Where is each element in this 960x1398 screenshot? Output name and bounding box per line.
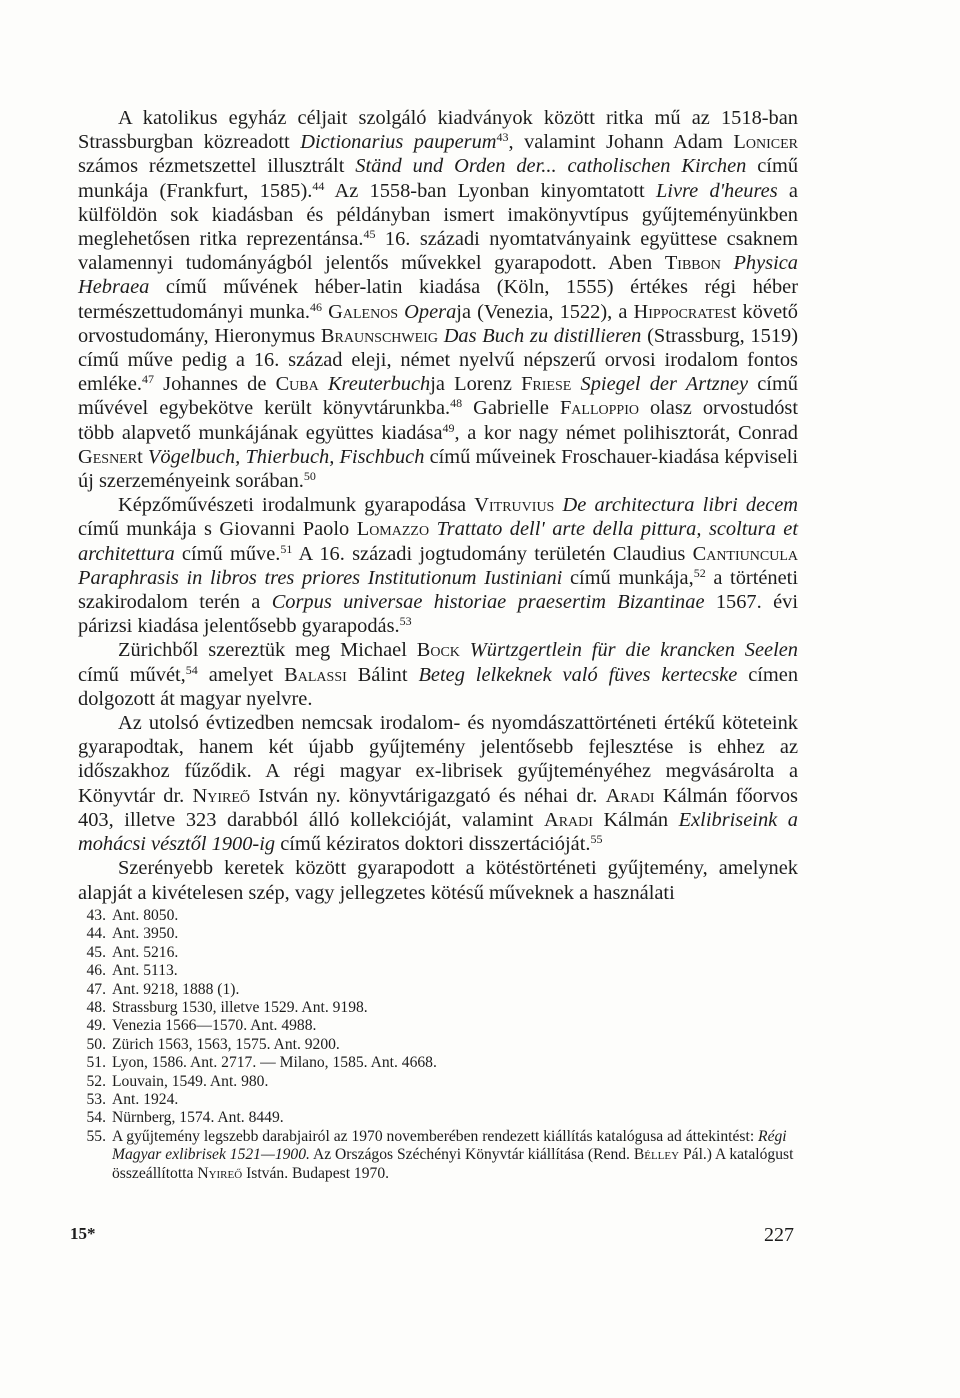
text-run: a külföldön sok kiadásban és példányban ismert imakönyvtípus gyűjteményünkben meglehetősen ritka reprezentánsa. [78,179,798,251]
author-name: Cantiuncula [692,542,798,565]
title-text: Ständ und Orden der... catholischen Kirchen [355,155,747,178]
footnote-ref: 51 [280,541,293,556]
footnote-ref: 45 [363,227,376,242]
text-run: István ny. könyvtárigazgató és néhai dr. [250,784,606,807]
text-run: Ant. 3950. [112,925,179,943]
title-text: Régi Magyar exlibrisek 1521—1900. [112,1127,787,1164]
text-run: amelyet [197,663,285,686]
text-run [429,518,437,540]
footnotes [78,907,798,1183]
text-run [721,252,734,274]
text-run: A gyűjtemény legszebb darabjairól az 1970 novemberében rendezett kiállítás katalógusa ad áttekintést: [112,1127,759,1145]
footnote-ref: 47 [141,372,154,387]
title-text: Würtzgertlein für die krancken Seelen [469,639,798,662]
footnote-text [112,962,798,980]
text-run: Bálint [346,663,419,686]
text-run: című kéziratos doktori disszertációját. [275,833,591,856]
text-run [571,373,580,395]
author-name: Friese [521,373,572,396]
text-run: A 16. századi jogtudomány területén Claudius [292,542,693,565]
footnote-text [112,925,798,943]
footnote-text [112,1109,798,1127]
footnote-ref: 46 [310,299,323,314]
title-text: Beteg lelkeknek való füves kertecske [418,663,738,686]
text-run: Lyon, 1586. Ant. 2717. — Milano, 1585. Ant. 4668. [112,1054,437,1072]
author-name: Falloppio [559,397,639,420]
text-run: Nürnberg, 1574. Ant. 8449. [112,1109,284,1127]
page-number: 227 [764,1224,794,1246]
footnote [78,1036,798,1054]
title-text: Livre d'heures [655,179,778,202]
footnote-number: 44. [86,925,106,943]
footnote-number: 49. [86,1017,106,1035]
text-run: című munkája s Giovanni Paolo [78,518,357,541]
title-text: Kreuterbuch [327,373,431,396]
footnote-ref: 54 [185,662,198,677]
title-text: Paraphrasis in libros tres priores Institutionum Iustiniani [78,566,563,589]
text-run: Venezia 1566—1570. Ant. 4988. [112,1017,317,1035]
footnote-text [112,1054,798,1072]
text-run: című munkája, [562,566,694,589]
footnote-text [112,1017,798,1035]
title-text: Corpus universae historiae praesertim Bizantinae [271,591,705,614]
footnote-number: 48. [86,999,106,1017]
text-run: Gabrielle [462,397,560,420]
text-run: István. Budapest 1970. [242,1164,390,1182]
text-run [554,494,562,516]
footnote [78,1091,798,1109]
author-name: Nyireő [192,784,251,807]
paragraph [78,711,798,856]
author-name: Balassi [284,663,347,686]
text-run: t [137,445,148,468]
footnote-ref: 43 [496,130,509,145]
signature-mark: 15* [70,1224,96,1243]
author-name: Lonicer [733,131,798,154]
text-run: Az Országos Széchényi Könyvtár kiállítása (Rend. [309,1146,634,1164]
text-run: számos rézmetszettel illusztrált [78,155,356,178]
footnote-ref: 44 [312,178,325,193]
title-text: De architectura libri decem [562,494,799,517]
footnote-text [112,1091,798,1109]
footnote-text [112,1128,798,1183]
text-run: Strassburg 1530, illetve 1529. Ant. 9198. [112,999,368,1017]
text-run [460,639,470,661]
footnote [78,944,798,962]
text-run: Az 1558-ban Lyonban kinyomtatott [324,179,656,202]
footnote-number: 45. [86,943,106,961]
text-run: A katolikus egyház céljait szolgáló kiadványok között ritka mű az 1518-ban Strassburgban közreadott [78,107,798,154]
footnote-number: 50. [86,1035,106,1053]
author-name: Bélley [633,1146,680,1164]
footnote [78,907,798,925]
text-run: , valamint Johann Adam [508,131,734,154]
author-name: Gesner [78,445,138,468]
title-text: Opera [404,300,457,323]
footnote-ref: 52 [693,565,706,580]
footnote [78,1017,798,1035]
text-run: Zürich 1563, 1563, 1575. Ant. 9200. [112,1035,340,1053]
paragraph [78,493,798,638]
footnote-number: 46. [86,962,106,980]
text-run: Ant. 8050. [112,907,179,924]
paragraph [78,106,798,493]
footnote-number: 54. [86,1109,106,1127]
text-run: Johannes de [153,373,276,396]
footnote-ref: 53 [399,614,412,629]
text-run: Ant. 5216. [112,943,179,961]
footnote [78,981,798,999]
title-text: Trattato dell' arte della pittura, scoltura et architettura [78,518,798,565]
author-name: Aradi [605,784,655,807]
author-name: Nyireő [197,1164,243,1182]
text-run: Képzőművészeti irodalmunk gyarapodása [118,494,475,517]
text-run: Zürichből szereztük meg Michael [118,639,417,662]
footnote-ref: 55 [590,832,603,847]
text-run: Louvain, 1549. Ant. 980. [112,1072,269,1090]
footnote-text [112,907,798,925]
footnote [78,1073,798,1091]
footnote-number: 55. [86,1127,106,1145]
title-text: Spiegel der Artzney [580,373,749,396]
footnote-text [112,944,798,962]
text-run [319,373,328,395]
title-text: Das Buch zu distillieren [443,324,642,347]
footnote-number: 53. [86,1091,106,1109]
footnote-number: 51. [86,1054,106,1072]
footnote-text [112,981,798,999]
text-run: , a kor nagy német polihisztorát, Conrad [454,421,798,444]
author-name: Tibbon [664,252,721,275]
footnote-number: 43. [86,907,106,924]
text-run: című művével egybekötve került könyvtárunkba. [78,373,798,420]
text-run: t követő orvostudomány, Hieronymus [78,300,798,347]
footnote [78,1128,798,1183]
footnote [78,999,798,1017]
text-run: című művének héber-latin kiadása (Köln, 1555) értékes régi héber természettudományi munka. [78,276,798,323]
title-text: Vögelbuch, Thierbuch, Fischbuch [147,445,425,468]
text-run: című munkája (Frankfurt, 1585). [78,155,799,202]
footnote-text [112,999,798,1017]
footnote [78,962,798,980]
paragraph [78,856,798,904]
text-run: című műveinek Froschauer-kiadása képviseli új szerzeményeink sorában. [78,445,799,493]
author-name: Braunschweig [320,324,438,347]
footnote-number: 47. [86,980,106,998]
footnote [78,1054,798,1072]
footnote [78,925,798,943]
text-run: címen dolgozott át magyar nyelvre. [78,663,799,710]
footnote-text [112,1036,798,1054]
footnote-ref: 48 [450,396,463,411]
text-run: Ant. 1924. [112,1091,179,1109]
author-name: Hippocrates [633,300,731,323]
title-text: Exlibriseink a mohácsi vésztől 1900-ig [78,808,798,856]
paragraph [78,638,798,711]
text-run: olasz orvostudóst több alapvető munkájának együttes kiadása [78,397,798,444]
text-run: Kálmán főorvos 403, illetve 323 darabból álló kollekcióját, valamint [78,784,798,831]
text-run: ja (Venezia, 1522), a [456,300,634,323]
author-name: Galenos [328,300,399,323]
text-run: Pál.) A katalógust összeállította [112,1146,794,1182]
text-run: Ant. 5113. [112,962,178,980]
text-run: Kálmán [592,808,679,831]
text-run: című művét, [78,663,186,686]
text-run: Ant. 9218, 1888 (1). [112,980,240,998]
title-text: Physica Hebraea [78,252,798,299]
text-run: 1567. évi párizsi kiadása jelentősebb gyarapodás. [78,591,798,638]
text-run: Az utolsó évtizedben nemcsak irodalom- és nyomdászattörténeti értékű köteteink gyarapodtak, hanem két újabb gyűjtemény jelentősebb fejlesztése is ehhez az időszakhoz fűződik. A régi magyar ex-librisek gyűjteményéhez megvásárolta a Könyvtár dr. [78,712,798,807]
text-run: a történeti szakirodalom terén a [78,566,798,614]
main-text [78,106,798,905]
text-run: (Strassburg, 1519) című műve pedig a 16. század eleji, német nyelvű népszerű orvosi irodalom fontos emléke. [78,324,798,396]
footnote-text [112,1073,798,1091]
footnote-ref: 50 [303,469,316,484]
author-name: Bock [416,639,460,662]
text-run: Szerényebb keretek között gyarapodott a kötéstörténeti gyűjtemény, amelynek alapját a kivételesen szép, vagy jellegzetes kötésű műveknek a használati [78,857,798,904]
author-name: Cuba [275,373,319,396]
text-run: című műve. [174,542,281,565]
author-name: Lomazzo [356,518,430,541]
author-name: Vitruvius [474,494,555,517]
author-name: Aradi [543,808,593,831]
text-run: ja Lorenz [430,373,522,396]
footnote-number: 52. [86,1072,106,1090]
footnote-ref: 49 [442,420,455,435]
footnote [78,1109,798,1127]
text-run: 16. századi nyomtatványaink együttese csaknem valamennyi tudományágból jelentős művekkel gyarapodott. Aben [78,228,798,275]
title-text: Dictionarius pauperum [300,131,497,154]
